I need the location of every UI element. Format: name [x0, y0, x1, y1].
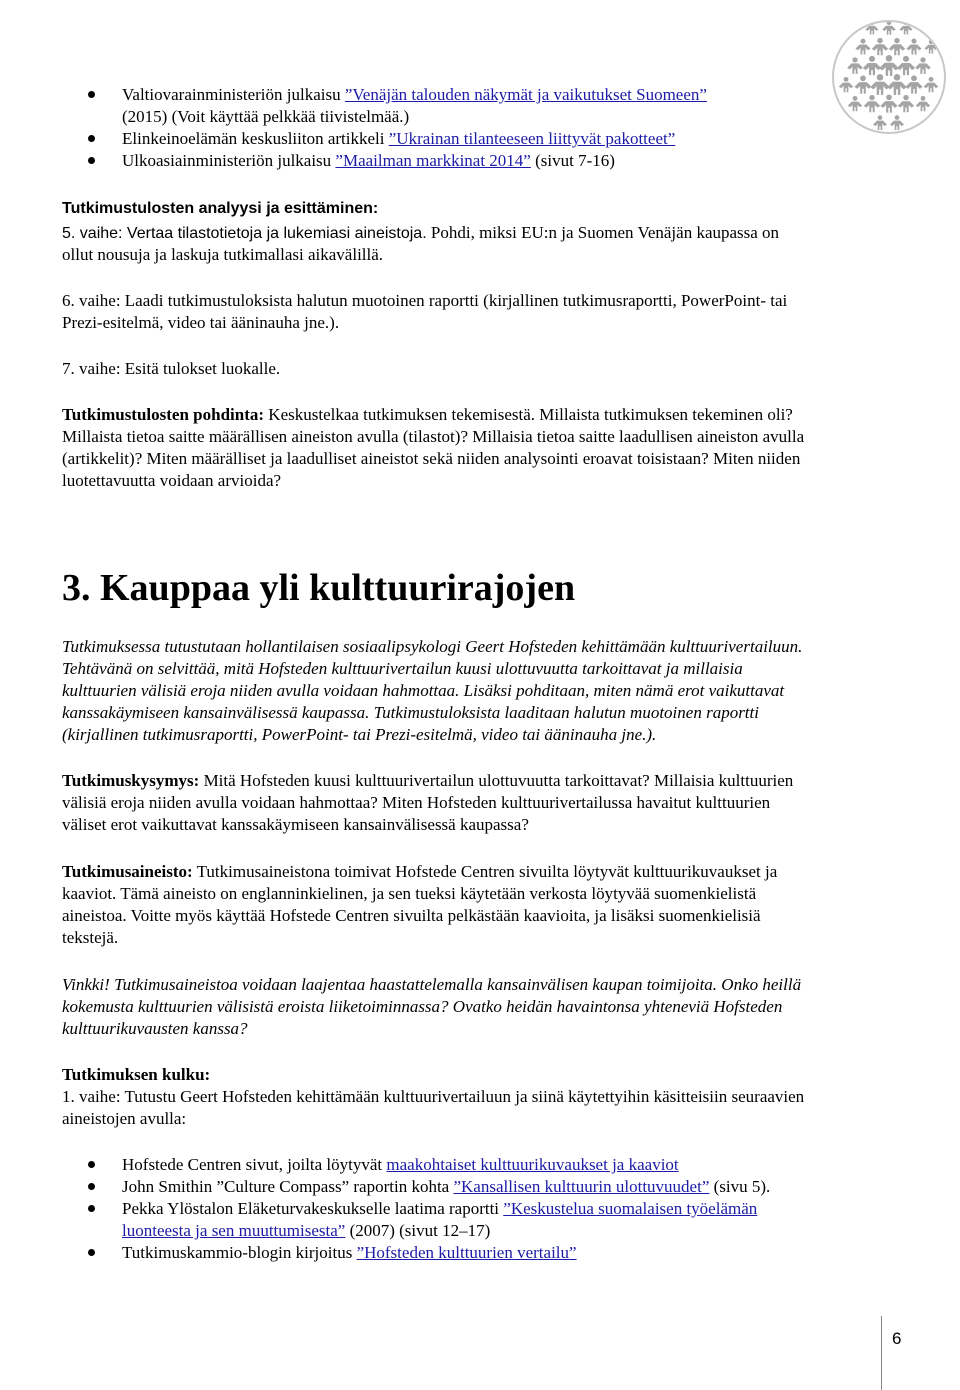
research-material — [62, 861, 777, 949]
report-link[interactable]: ”Venäjän talouden näkymät ja vaikutukset Suomeen” — [344, 85, 707, 104]
tip-line: kokemusta kulttuurien välisistä eroista liiketoiminnassa? Ovatko heidän havaintonsa yhteneviä Hofsteden — [62, 997, 783, 1016]
bullet-icon — [88, 1161, 95, 1168]
page-number-divider — [881, 1316, 882, 1390]
intro-line: Tehtävänä on selvittää, mitä Hofsteden kulttuurivertailun kuusi ulottuvuutta tarkoittavat ja millaisia — [62, 659, 743, 678]
list-item — [88, 1154, 868, 1176]
bullet-icon — [88, 1183, 95, 1190]
question-text: Mitä Hofsteden kuusi kulttuurivertailun ulottuvuutta tarkoittavat? Millaisia kulttuurien — [199, 771, 794, 790]
list-item-prefix: Valtiovarainministeriön julkaisu — [122, 85, 345, 104]
tip-line: kulttuurikuvausten kanssa? — [62, 1019, 248, 1038]
intro-line: kulttuurien välisiä eroja niiden avulla voidaan hahmottaa. Lisäksi pohditaan, miten nämä erot vaikuttavat — [62, 681, 785, 700]
material-line: kaaviot. Tämä aineisto on englanninkielinen, ja sen tueksi käytetään verkosta löytyvää suomenkielistä — [62, 884, 757, 903]
bullet-icon — [88, 91, 95, 98]
page-number: 6 — [892, 1329, 902, 1348]
report-link[interactable]: ”Keskustelua suomalaisen työelämän — [503, 1199, 758, 1218]
hofstede-link[interactable]: maakohtaiset kulttuurikuvaukset ja kaaviot — [386, 1155, 679, 1174]
tip-block — [62, 974, 801, 1040]
bullet-icon — [88, 1205, 95, 1212]
intro-line: kanssakäymiseen kansainvälisessä kaupassa. Tutkimustuloksista laaditaan halutun muotoinen raportti — [62, 703, 759, 722]
question-line: väliset erot vaikuttavat kanssakäymiseen kansainvälisessä kaupassa? — [62, 815, 529, 834]
publication-link[interactable]: ”Maailman markkinat 2014” — [335, 151, 531, 170]
material-line: tekstejä. — [62, 928, 119, 947]
blog-link[interactable]: ”Hofsteden kulttuurien vertailu” — [356, 1243, 577, 1262]
list-item-prefix: Tutkimuskammio-blogin kirjoitus — [122, 1243, 357, 1262]
material-text: Tutkimusaineistona toimivat Hofstede Centren sivuilta löytyvät kulttuurikuvaukset ja — [192, 862, 778, 881]
reflection-line1 — [62, 404, 793, 426]
research-question — [62, 770, 793, 836]
analysis-heading: Tutkimustulosten analyysi ja esittäminen: — [62, 200, 379, 217]
reflection-text: Keskustelkaa tutkimuksen tekemisestä. Millaista tutkimuksen tekeminen oli? — [264, 405, 793, 424]
process-label: Tutkimuksen kulku: — [62, 1065, 211, 1084]
bullet-icon — [88, 1249, 95, 1256]
step5-text: 5. vaihe: Vertaa tilastotietoja ja lukemiasi aineistoja. — [62, 225, 427, 242]
report-link-continuation[interactable]: luonteesta ja sen muuttumisesta” — [122, 1221, 346, 1240]
list-item — [88, 150, 848, 172]
list-item-suffix: (2007) (sivut 12–17) — [345, 1221, 491, 1240]
culture-compass-link[interactable]: ”Kansallisen kulttuurin ulottuvuudet” — [453, 1177, 710, 1196]
process-line: 1. vaihe: Tutustu Geert Hofsteden kehittämään kulttuurivertailuun ja siinä käytettyihin käsitteisiin seuraavien — [62, 1087, 805, 1106]
tip-line: Vinkki! Tutkimusaineistoa voidaan laajentaa haastattelemalla kansainvälisen kaupan toimijoita. Onko heillä — [62, 975, 802, 994]
step7-line: 7. vaihe: Esitä tulokset luokalle. — [62, 359, 281, 378]
intro-line: Tutkimuksessa tutustutaan hollantilaisen sosiaalipsykologi Geert Hofsteden kehittämään kulttuurivertailuun. — [62, 637, 803, 656]
reflection-line2: Millaista tietoa saitte määrällisen aineiston avulla (tilastot)? Millaisia tietoa saitte laadullisen aineiston avulla — [62, 427, 805, 446]
article-link[interactable]: ”Ukrainan tilanteeseen liittyvät pakotteet” — [388, 129, 676, 148]
material-line: aineistoa. Voitte myös käyttää Hofstede Centren sivuilta pelkästään kaavioita, ja lisäksi suomenkielisiä — [62, 906, 761, 925]
bullet-icon — [88, 135, 95, 142]
section-intro — [62, 636, 802, 746]
list-item — [88, 84, 848, 128]
material-label: Tutkimusaineisto: — [62, 862, 193, 881]
list-item — [88, 128, 848, 150]
reflection-label: Tutkimustulosten pohdinta: — [62, 405, 265, 424]
process-block — [62, 1064, 804, 1130]
intro-line: (kirjallinen tutkimusraportti, PowerPoint- tai Prezi-esitelmä, video tai ääninauha jne.). — [62, 725, 657, 744]
list-item-prefix: Pekka Ylöstalon Eläketurvakeskukselle laatima raportti — [122, 1199, 504, 1218]
list-item — [88, 1242, 868, 1264]
step6-line1: 6. vaihe: Laadi tutkimustuloksista halutun muotoinen raportti (kirjallinen tutkimusraportti, PowerPoint- tai — [62, 291, 788, 310]
list-item-prefix: John Smithin ”Culture Compass” raportin kohta — [122, 1177, 454, 1196]
question-label: Tutkimuskysymys: — [62, 771, 200, 790]
step5-line2: ollut nousuja ja laskuja tutkimallasi aikavälillä. — [62, 245, 384, 264]
list-item-prefix: Hofstede Centren sivut, joilta löytyvät — [122, 1155, 387, 1174]
step6-line2: Prezi-esitelmä, video tai ääninauha jne.). — [62, 313, 340, 332]
list-item — [88, 1198, 868, 1242]
step5-line — [62, 222, 779, 245]
reflection-line3: (artikkelit)? Miten määrälliset ja laadulliset aineistot sekä niiden analysointi eroavat toisistaan? Miten niiden — [62, 449, 801, 468]
step5-tail: Pohdi, miksi EU:n ja Suomen Venäjän kaupassa on — [426, 223, 780, 242]
bullet-icon — [88, 157, 95, 164]
list-item-suffix: (sivu 5). — [709, 1177, 771, 1196]
question-line: välisiä eroja niiden avulla voidaan hahmottaa? Miten Hofsteden kulttuurivertailussa havaitut kulttuurien — [62, 793, 771, 812]
list-item-prefix: Ulkoasiainministeriön julkaisu — [122, 151, 336, 170]
list-item-suffix: (sivut 7-16) — [530, 151, 615, 170]
reflection-line4: luotettavuutta voidaan arvioida? — [62, 471, 282, 490]
list-item-continuation: (2015) (Voit käyttää pelkkää tiivistelmää.) — [122, 107, 410, 126]
section-title: 3. Kauppaa yli kulttuurirajojen — [62, 567, 576, 609]
process-line: aineistojen avulla: — [62, 1109, 187, 1128]
list-item-prefix: Elinkeinoelämän keskusliiton artikkeli — [122, 129, 389, 148]
list-item — [88, 1176, 868, 1198]
